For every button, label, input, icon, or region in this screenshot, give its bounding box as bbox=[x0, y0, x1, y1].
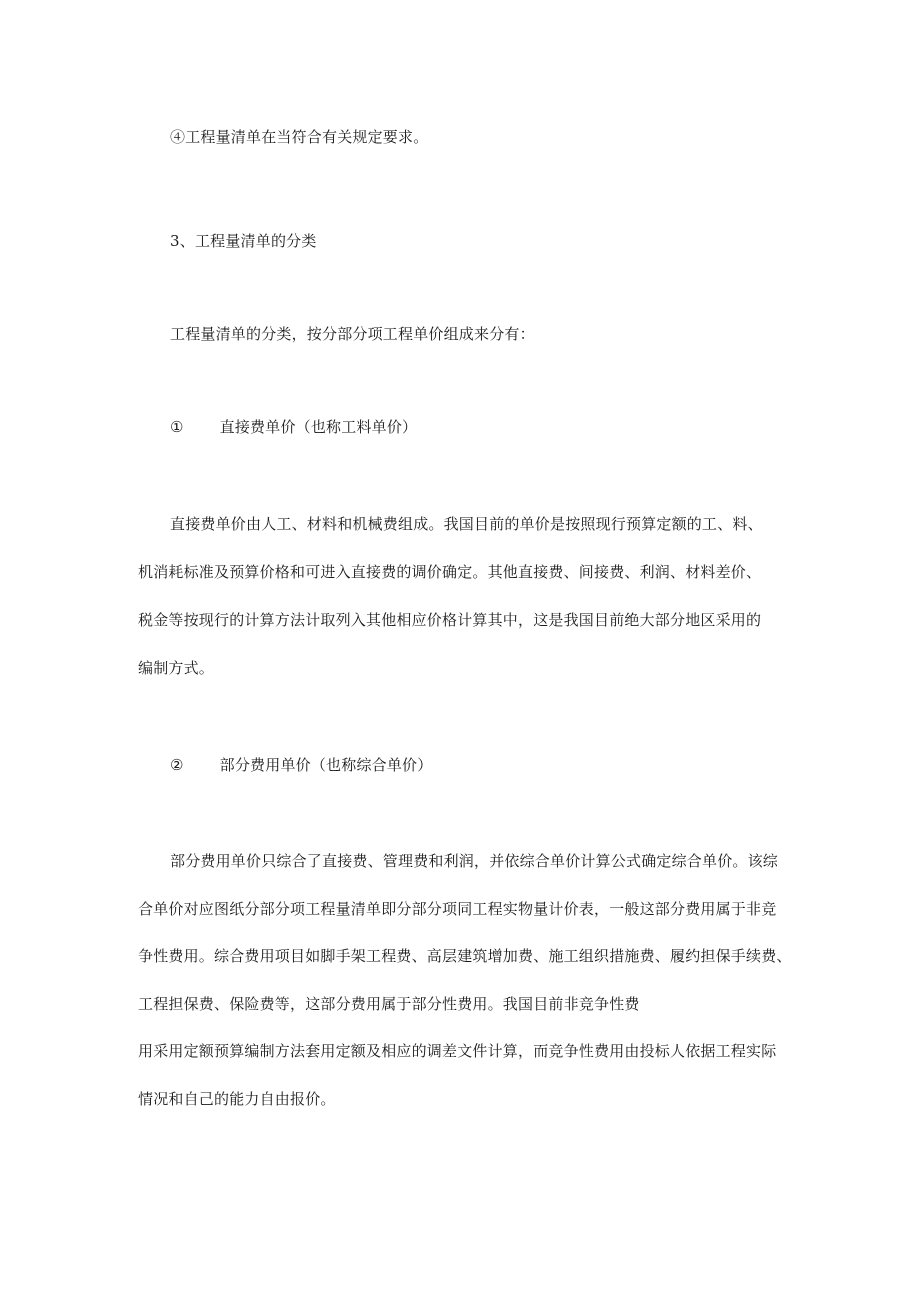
subheading-2-number: ② bbox=[170, 756, 184, 774]
item-4-text: ④工程量清单在当符合有关规定要求。 bbox=[170, 128, 429, 146]
para-1-line-1: 直接费单价由人工、材料和机械费组成。我国目前的单价是按照现行预算定额的工、料、 bbox=[170, 515, 763, 533]
subheading-1-number: ① bbox=[170, 418, 184, 436]
para-2-line-6: 情况和自己的能力自由报价。 bbox=[138, 1090, 336, 1108]
para-2-line-4: 工程担保费、保险费等，这部分费用属于部分性费用。我国目前非竞争性费 bbox=[138, 995, 640, 1013]
para-2-line-2: 合单价对应图纸分部分项工程量清单即分部分项同工程实物量计价表，一般这部分费用属于非竞 bbox=[138, 900, 777, 918]
para-2-line-5: 用采用定额预算编制方法套用定额及相应的调差文件计算，而竞争性费用由投标人依据工程实际 bbox=[138, 1042, 777, 1060]
para-1-line-3: 税金等按现行的计算方法计取列入其他相应价格计算其中，这是我国目前绝大部分地区采用的 bbox=[138, 611, 762, 629]
para-2-line-3: 争性费用。综合费用项目如脚手架工程费、高层建筑增加费、施工组织措施费、履约担保手续费、 bbox=[138, 947, 792, 965]
para-1-line-2: 机消耗标准及预算价格和可进入直接费的调价确定。其他直接费、间接费、利润、材料差价、 bbox=[138, 563, 762, 581]
subheading-2-title: 部分费用单价（也称综合单价） bbox=[219, 756, 433, 774]
subheading-1-title: 直接费单价（也称工料单价） bbox=[219, 418, 418, 436]
para-1-line-4: 编制方式。 bbox=[138, 659, 215, 677]
subheading-1 bbox=[170, 417, 417, 437]
section-3-intro: 工程量清单的分类，按分部分项工程单价组成来分有： bbox=[170, 325, 535, 343]
para-2-line-1: 部分费用单价只综合了直接费、管理费和利润，并依综合单价计算公式确定综合单价。该综 bbox=[170, 852, 779, 870]
subheading-2 bbox=[170, 755, 432, 775]
section-3-title: 3、工程量清单的分类 bbox=[170, 232, 317, 250]
